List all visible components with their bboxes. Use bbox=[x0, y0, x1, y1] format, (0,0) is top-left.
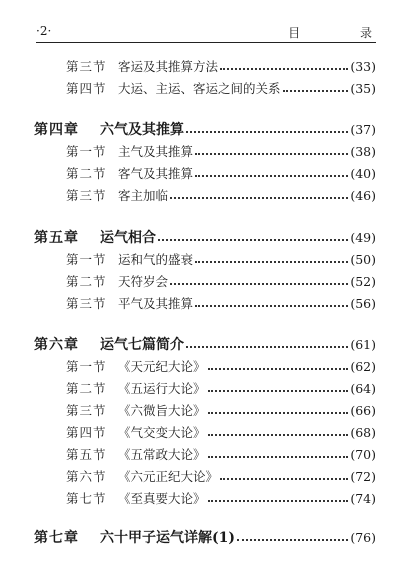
entry-title: 《六微旨大论》 bbox=[118, 403, 206, 418]
chapter-title: 六十甲子运气详解(1) bbox=[100, 530, 235, 546]
toc-entry-chapter bbox=[34, 228, 376, 248]
entry-title: 大运、主运、客运之间的关系 bbox=[118, 81, 281, 96]
toc-entry-section bbox=[66, 401, 376, 421]
toc-entry-section bbox=[66, 467, 376, 487]
entry-title: 客主加临 bbox=[118, 188, 169, 203]
entry-page: (33) bbox=[350, 59, 376, 74]
dot-leader bbox=[237, 539, 348, 541]
entry-page: (50) bbox=[350, 252, 376, 267]
chapter-number: 第四章 bbox=[34, 122, 79, 138]
chapter-title: 运气七篇简介 bbox=[100, 337, 184, 353]
toc-entry-section bbox=[66, 445, 376, 465]
toc-entry-chapter bbox=[34, 528, 376, 548]
entry-number: 第三节 bbox=[66, 296, 107, 311]
dot-leader bbox=[195, 175, 348, 177]
entry-page: (74) bbox=[350, 491, 376, 506]
toc-entry-section bbox=[66, 79, 376, 99]
entry-page: (37) bbox=[350, 122, 376, 137]
entry-title: 《至真要大论》 bbox=[118, 491, 206, 506]
toc-entry-section bbox=[66, 379, 376, 399]
dot-leader bbox=[208, 434, 349, 436]
entry-page: (64) bbox=[350, 381, 376, 396]
header-rule bbox=[36, 42, 376, 43]
entry-title: 天符岁会 bbox=[118, 274, 169, 289]
entry-page: (66) bbox=[350, 403, 376, 418]
entry-title: 主气及其推算 bbox=[118, 144, 194, 159]
entry-number: 第七节 bbox=[66, 491, 107, 506]
entry-number: 第一节 bbox=[66, 359, 107, 374]
toc-entry-section bbox=[66, 357, 376, 377]
dot-leader bbox=[186, 346, 348, 348]
entry-number: 第四节 bbox=[66, 425, 107, 440]
dot-leader bbox=[208, 368, 349, 370]
chapter-number: 第七章 bbox=[34, 530, 79, 546]
entry-page: (61) bbox=[350, 337, 376, 352]
entry-page: (72) bbox=[350, 469, 376, 484]
entry-number: 第三节 bbox=[66, 403, 107, 418]
dot-leader bbox=[220, 478, 348, 480]
toc-entry-section bbox=[66, 423, 376, 443]
dot-leader bbox=[220, 68, 348, 70]
entry-number: 第六节 bbox=[66, 469, 107, 484]
toc-entry-chapter bbox=[34, 120, 376, 140]
entry-title: 《天元纪大论》 bbox=[118, 359, 206, 374]
entry-number: 第三节 bbox=[66, 188, 107, 203]
dot-leader bbox=[208, 390, 349, 392]
entry-number: 第二节 bbox=[66, 166, 107, 181]
chapter-number: 第五章 bbox=[34, 230, 79, 246]
dot-leader bbox=[283, 90, 349, 92]
page-header bbox=[36, 24, 400, 44]
toc-entry-section bbox=[66, 186, 376, 206]
dot-leader bbox=[208, 412, 349, 414]
toc-entry-section bbox=[66, 250, 376, 270]
toc-entry-chapter bbox=[34, 335, 376, 355]
entry-page: (70) bbox=[350, 447, 376, 462]
entry-title: 运和气的盛衰 bbox=[118, 252, 194, 267]
entry-title: 《六元正纪大论》 bbox=[118, 469, 219, 484]
chapter-title: 运气相合 bbox=[100, 230, 156, 246]
entry-number: 第三节 bbox=[66, 59, 107, 74]
entry-title: 《五运行大论》 bbox=[118, 381, 206, 396]
entry-title: 平气及其推算 bbox=[118, 296, 194, 311]
entry-number: 第四节 bbox=[66, 81, 107, 96]
dot-leader bbox=[195, 261, 348, 263]
toc-entry-section bbox=[66, 164, 376, 184]
entry-page: (49) bbox=[350, 230, 376, 245]
entry-page: (35) bbox=[350, 81, 376, 96]
toc-entry-section bbox=[66, 272, 376, 292]
toc-entry-section bbox=[66, 57, 376, 77]
entry-title: 《五常政大论》 bbox=[118, 447, 206, 462]
entry-number: 第一节 bbox=[66, 144, 107, 159]
running-title: 目 录 bbox=[288, 26, 400, 40]
chapter-title: 六气及其推算 bbox=[100, 122, 184, 138]
entry-number: 第五节 bbox=[66, 447, 107, 462]
dot-leader bbox=[195, 305, 348, 307]
dot-leader bbox=[208, 500, 349, 502]
entry-page: (38) bbox=[350, 144, 376, 159]
entry-page: (62) bbox=[350, 359, 376, 374]
dot-leader bbox=[208, 456, 349, 458]
entry-title: 《气交变大论》 bbox=[118, 425, 206, 440]
entry-title: 客气及其推算 bbox=[118, 166, 194, 181]
entry-number: 第二节 bbox=[66, 381, 107, 396]
toc-entry-section bbox=[66, 489, 376, 509]
dot-leader bbox=[195, 153, 348, 155]
entry-page: (46) bbox=[350, 188, 376, 203]
entry-number: 第二节 bbox=[66, 274, 107, 289]
entry-page: (56) bbox=[350, 296, 376, 311]
entry-number: 第一节 bbox=[66, 252, 107, 267]
chapter-number: 第六章 bbox=[34, 337, 79, 353]
dot-leader bbox=[170, 197, 348, 199]
toc-entry-section bbox=[66, 294, 376, 314]
toc-entry-section bbox=[66, 142, 376, 162]
dot-leader bbox=[170, 283, 348, 285]
entry-page: (40) bbox=[350, 166, 376, 181]
entry-title: 客运及其推算方法 bbox=[118, 59, 219, 74]
entry-page: (52) bbox=[350, 274, 376, 289]
dot-leader bbox=[158, 239, 348, 241]
page-number: ·2· bbox=[36, 24, 52, 38]
entry-page: (68) bbox=[350, 425, 376, 440]
dot-leader bbox=[186, 131, 348, 133]
entry-page: (76) bbox=[350, 530, 376, 545]
